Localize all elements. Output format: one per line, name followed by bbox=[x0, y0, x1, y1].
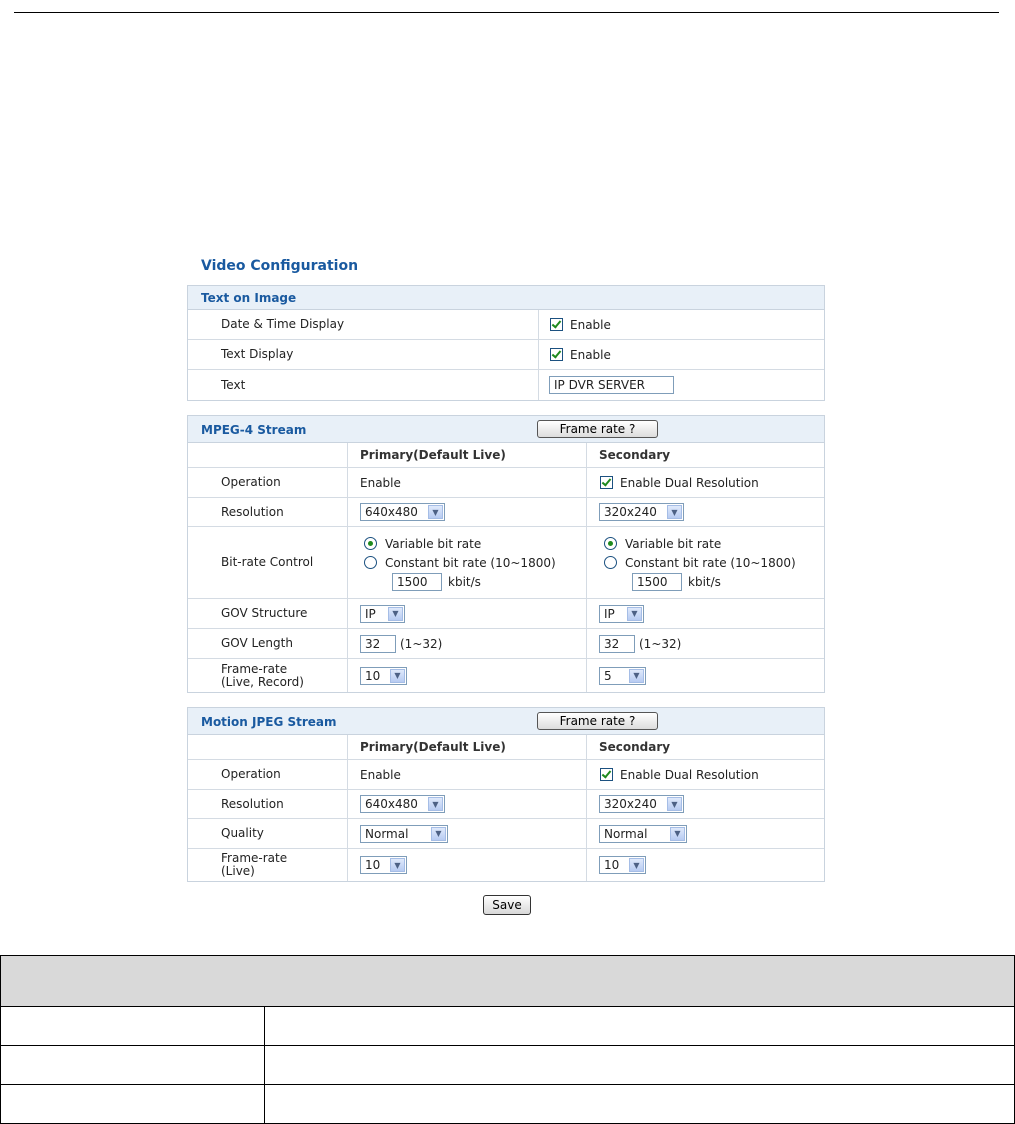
description-table-header bbox=[1, 956, 1015, 1007]
mpeg4-secondary-cbr-radio[interactable] bbox=[604, 556, 617, 569]
mpeg4-panel bbox=[187, 415, 825, 693]
mpeg4-column-header-row bbox=[188, 443, 824, 468]
text-display-row bbox=[188, 340, 824, 370]
date-time-display-row bbox=[188, 310, 824, 340]
mpeg4-frame-rate-button[interactable]: Frame rate ? bbox=[537, 420, 658, 438]
mpeg4-secondary-gov-length-input[interactable]: 32 bbox=[599, 635, 635, 653]
text-on-image-panel bbox=[187, 285, 825, 401]
mpeg4-bitrate-label: Bit-rate Control bbox=[221, 555, 314, 569]
mpeg4-header bbox=[188, 416, 824, 443]
chevron-down-icon: ▼ bbox=[670, 827, 685, 841]
text-display-enable-checkbox[interactable] bbox=[550, 348, 563, 361]
mpeg4-secondary-vbr[interactable]: Variable bit rate bbox=[604, 534, 796, 553]
text-label: Text bbox=[221, 377, 246, 392]
chevron-down-icon: ▼ bbox=[428, 505, 443, 519]
date-time-enable[interactable] bbox=[550, 310, 611, 339]
mpeg4-frame-rate-row bbox=[188, 659, 824, 692]
mpeg4-gov-structure-label: GOV Structure bbox=[221, 606, 308, 620]
mpeg4-resolution-label: Resolution bbox=[221, 504, 284, 519]
mpeg4-secondary-gov-structure-select[interactable]: IP ▼ bbox=[599, 605, 644, 623]
mjpeg-secondary-quality-select[interactable]: Normal ▼ bbox=[599, 825, 687, 843]
chevron-down-icon: ▼ bbox=[667, 505, 682, 519]
mjpeg-primary-resolution-select[interactable]: 640x480 ▼ bbox=[360, 795, 445, 813]
date-time-enable-label: Enable bbox=[570, 317, 611, 332]
mpeg4-frame-rate-label: Frame-rate (Live, Record) bbox=[221, 661, 304, 689]
chevron-down-icon: ▼ bbox=[629, 858, 644, 872]
mpeg4-dual-resolution-checkbox[interactable] bbox=[600, 476, 613, 489]
chevron-down-icon: ▼ bbox=[388, 607, 403, 621]
chevron-down-icon: ▼ bbox=[629, 669, 644, 683]
description-table bbox=[0, 955, 1015, 1124]
mpeg4-primary-vbr[interactable]: Variable bit rate bbox=[364, 534, 556, 553]
mjpeg-operation-primary: Enable bbox=[360, 767, 401, 782]
mpeg4-secondary-vbr-radio[interactable] bbox=[604, 537, 617, 550]
mpeg4-primary-resolution-select[interactable]: 640x480 ▼ bbox=[360, 503, 445, 521]
mpeg4-primary-bitrate-input[interactable]: 1500 bbox=[392, 573, 442, 591]
mpeg4-secondary-frame-rate-select[interactable]: 5 ▼ bbox=[599, 667, 646, 685]
date-time-display-label: Date & Time Display bbox=[221, 317, 345, 331]
chevron-down-icon: ▼ bbox=[428, 797, 443, 811]
mpeg4-operation-row bbox=[188, 468, 824, 498]
text-on-image-title: Text on Image bbox=[201, 291, 297, 305]
mjpeg-quality-row bbox=[188, 819, 824, 849]
mpeg4-gov-length-row bbox=[188, 629, 824, 659]
overlay-text-input[interactable]: IP DVR SERVER bbox=[549, 376, 674, 394]
text-display-enable[interactable] bbox=[550, 340, 611, 369]
mpeg4-secondary-resolution-select[interactable]: 320x240 ▼ bbox=[599, 503, 684, 521]
mpeg4-primary-cbr[interactable]: Constant bit rate (10~1800) bbox=[364, 553, 556, 572]
page-title: Video Configuration bbox=[201, 258, 359, 274]
mjpeg-operation-row bbox=[188, 760, 824, 790]
chevron-down-icon: ▼ bbox=[627, 607, 642, 621]
mpeg4-dual-resolution[interactable] bbox=[600, 468, 759, 497]
mpeg4-col-primary: Primary(Default Live) bbox=[360, 448, 506, 462]
mpeg4-resolution-row bbox=[188, 498, 824, 527]
mpeg4-operation-primary: Enable bbox=[360, 475, 401, 490]
mpeg4-secondary-cbr[interactable]: Constant bit rate (10~1800) bbox=[604, 553, 796, 572]
mpeg4-primary-gov-length-range: (1~32) bbox=[400, 636, 443, 651]
mjpeg-dual-resolution[interactable] bbox=[600, 760, 759, 789]
text-row bbox=[188, 370, 824, 400]
mjpeg-resolution-label: Resolution bbox=[221, 796, 284, 811]
mjpeg-header bbox=[188, 708, 824, 735]
mjpeg-col-secondary: Secondary bbox=[599, 740, 671, 754]
table-row bbox=[1, 1085, 1015, 1124]
mpeg4-secondary-bitrate-input[interactable]: 1500 bbox=[632, 573, 682, 591]
mpeg4-primary-gov-length-input[interactable]: 32 bbox=[360, 635, 396, 653]
mpeg4-secondary-gov-length-range: (1~32) bbox=[639, 636, 682, 651]
chevron-down-icon: ▼ bbox=[667, 797, 682, 811]
mpeg4-operation-label: Operation bbox=[221, 475, 281, 489]
mpeg4-gov-structure-row bbox=[188, 599, 824, 629]
mpeg4-primary-vbr-radio[interactable] bbox=[364, 537, 377, 550]
mjpeg-column-header-row bbox=[188, 735, 824, 760]
mjpeg-dual-resolution-checkbox[interactable] bbox=[600, 768, 613, 781]
mjpeg-primary-frame-rate-select[interactable]: 10 ▼ bbox=[360, 856, 407, 874]
mjpeg-primary-quality-select[interactable]: Normal ▼ bbox=[360, 825, 448, 843]
mjpeg-panel bbox=[187, 707, 825, 882]
mpeg4-title: MPEG-4 Stream bbox=[201, 423, 307, 437]
save-button[interactable]: Save bbox=[483, 895, 531, 915]
mjpeg-quality-label: Quality bbox=[221, 826, 264, 840]
mpeg4-secondary-bitrate-unit: kbit/s bbox=[688, 574, 721, 589]
mpeg4-dual-resolution-label: Enable Dual Resolution bbox=[620, 475, 759, 490]
mpeg4-gov-length-label: GOV Length bbox=[221, 636, 293, 650]
mjpeg-col-primary: Primary(Default Live) bbox=[360, 740, 506, 754]
chevron-down-icon: ▼ bbox=[431, 827, 446, 841]
mjpeg-resolution-row bbox=[188, 790, 824, 819]
date-time-enable-checkbox[interactable] bbox=[550, 318, 563, 331]
mpeg4-primary-gov-structure-select[interactable]: IP ▼ bbox=[360, 605, 405, 623]
mjpeg-dual-resolution-label: Enable Dual Resolution bbox=[620, 767, 759, 782]
table-row bbox=[1, 1046, 1015, 1085]
mjpeg-secondary-resolution-select[interactable]: 320x240 ▼ bbox=[599, 795, 684, 813]
mjpeg-frame-rate-button[interactable]: Frame rate ? bbox=[537, 712, 658, 730]
mjpeg-title: Motion JPEG Stream bbox=[201, 715, 337, 729]
mpeg4-primary-frame-rate-select[interactable]: 10 ▼ bbox=[360, 667, 407, 685]
chevron-down-icon: ▼ bbox=[390, 669, 405, 683]
mjpeg-frame-rate-row bbox=[188, 849, 824, 881]
top-divider bbox=[14, 12, 999, 13]
mpeg4-primary-bitrate-unit: kbit/s bbox=[448, 574, 481, 589]
mjpeg-operation-label: Operation bbox=[221, 767, 281, 781]
mjpeg-secondary-frame-rate-select[interactable]: 10 ▼ bbox=[599, 856, 646, 874]
table-row bbox=[1, 1007, 1015, 1046]
text-display-label: Text Display bbox=[221, 347, 294, 361]
mjpeg-frame-rate-label: Frame-rate (Live) bbox=[221, 851, 288, 878]
chevron-down-icon: ▼ bbox=[390, 858, 405, 872]
mpeg4-bitrate-row bbox=[188, 527, 824, 599]
mpeg4-col-secondary: Secondary bbox=[599, 448, 671, 462]
text-display-enable-label: Enable bbox=[570, 347, 611, 362]
text-on-image-header bbox=[188, 286, 824, 310]
mpeg4-primary-cbr-radio[interactable] bbox=[364, 556, 377, 569]
